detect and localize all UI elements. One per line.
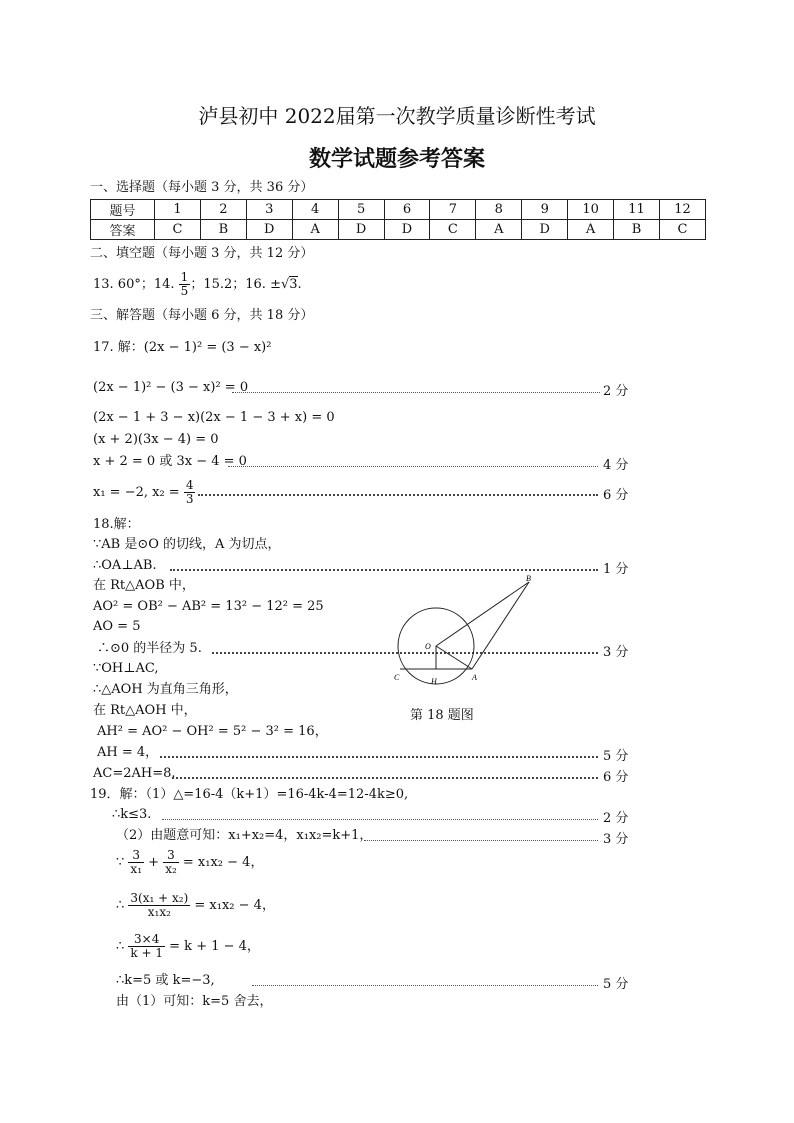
q17-line4: (x + 2)(3x − 4) = 0 — [93, 432, 219, 447]
score-label: 1 分 — [603, 562, 629, 577]
q18-line5: AO² = OB² − AB² = 13² − 12² = 25 — [93, 599, 324, 614]
fraction-denominator: k + 1 — [130, 946, 164, 960]
table-cell: 10 — [568, 200, 614, 220]
label-h: H — [431, 677, 437, 686]
sqrt-sign: √ — [280, 277, 290, 292]
fraction-numerator: 3 — [128, 849, 144, 863]
q18-line12: AH = 4， — [97, 745, 159, 760]
fraction-numerator: 4 — [185, 478, 194, 492]
exam-title: 泸县初中 2022届第一次教学质量诊断性考试 — [198, 104, 596, 128]
table-cell: 6 — [384, 200, 430, 220]
q18-line1: 18.解： — [93, 517, 140, 532]
fraction-numerator: 1 — [180, 270, 189, 284]
table-cell: 11 — [614, 200, 660, 220]
fill-in-prefix: 13. 60°；14. — [93, 277, 175, 292]
therefore-symbol: ∴ — [116, 939, 125, 954]
table-cell: 1 — [155, 200, 201, 220]
fraction-denominator: x₂ — [165, 862, 177, 876]
q19-line6 — [116, 932, 260, 962]
fraction — [128, 892, 190, 919]
dot-leader — [170, 569, 598, 571]
score-label: 5 分 — [603, 749, 629, 764]
fraction — [179, 271, 191, 298]
table-cell: D — [384, 220, 430, 240]
dot-leader — [228, 466, 598, 467]
score-label: 3 分 — [603, 645, 629, 660]
section1-heading: 一、选择题（每小题 3 分，共 36 分） — [90, 180, 314, 195]
q17-line3: (2x − 1 + 3 − x)(2x − 1 − 3 + x) = 0 — [93, 410, 335, 425]
table-cell: D — [522, 220, 568, 240]
q17-roots: x₁ = −2, x₂ = — [93, 485, 180, 500]
equation-rhs: = x₁x₂ − 4， — [182, 855, 264, 870]
fraction-numerator: 3 — [163, 849, 179, 863]
table-cell: 12 — [659, 200, 705, 220]
fraction — [128, 849, 144, 876]
q17-line6 — [93, 478, 195, 508]
q18-line13: AC=2AH=8. — [93, 766, 176, 781]
score-label: 5 分 — [603, 977, 629, 992]
dot-leader — [232, 392, 600, 393]
table-row — [91, 200, 706, 220]
table-cell: C — [430, 220, 476, 240]
label-a: A — [472, 673, 477, 682]
table-cell: 8 — [476, 200, 522, 220]
answer-key-title: 数学试题参考答案 — [308, 146, 485, 172]
score-label: 6 分 — [603, 770, 629, 785]
table-row-label: 题号 — [91, 200, 155, 220]
q19-line8: 由（1）可知：k=5 舍去， — [116, 994, 273, 1009]
score-label: 2 分 — [603, 811, 629, 826]
segment-oa — [436, 646, 472, 669]
sqrt-radicand: 3 — [289, 277, 298, 292]
label-c: C — [394, 673, 400, 682]
table-cell: A — [292, 220, 338, 240]
table-cell: B — [614, 220, 660, 240]
table-row — [91, 220, 706, 240]
fraction-numerator: 3(x₁ + x₂) — [130, 891, 189, 905]
table-cell: 3 — [246, 200, 292, 220]
q18-line6: AO = 5 — [93, 619, 141, 634]
q18-line11: AH² = AO² − OH² = 5² − 3² = 16， — [97, 724, 328, 739]
table-cell: A — [568, 220, 614, 240]
dot-leader — [198, 494, 598, 496]
q17-line1: 17. 解：(2x − 1)² = (3 − x)² — [93, 340, 272, 355]
label-o: O — [425, 642, 431, 651]
fraction-numerator: 3×4 — [128, 933, 165, 947]
score-label: 2 分 — [603, 384, 629, 399]
therefore-symbol: ∴ — [116, 898, 125, 913]
tangent-ab — [472, 582, 529, 669]
table-cell: A — [476, 220, 522, 240]
q19-line1: 19．解：（1）△=16-4（k+1）=16-4k-4=12-4k≥0, — [90, 787, 409, 802]
because-symbol: ∵ — [116, 855, 125, 870]
score-label: 4 分 — [603, 458, 629, 473]
dot-leader — [160, 756, 598, 758]
q19-line5 — [116, 891, 275, 921]
plus-sign: + — [148, 855, 160, 870]
segment-ob — [436, 582, 529, 646]
figure-caption: 第 18 题图 — [410, 708, 474, 723]
q18-line8: ∵OH⊥AC, — [93, 661, 159, 676]
q18-line4: 在 Rt△AOB 中， — [93, 578, 195, 593]
table-cell: D — [338, 220, 384, 240]
dot-leader — [364, 840, 598, 841]
fraction — [163, 849, 179, 876]
table-cell: D — [246, 220, 292, 240]
table-cell: C — [155, 220, 201, 240]
fraction — [128, 933, 165, 960]
table-cell: C — [659, 220, 705, 240]
q18-line9: ∴△AOH 为直角三角形， — [93, 682, 238, 697]
dot-leader — [252, 985, 598, 986]
table-cell: 4 — [292, 200, 338, 220]
table-cell: 2 — [200, 200, 246, 220]
score-label: 6 分 — [603, 488, 629, 503]
section3-heading: 三、解答题（每小题 6 分，共 18 分） — [90, 308, 314, 323]
fraction-denominator: 3 — [185, 492, 194, 506]
equation-rhs: = k + 1 − 4， — [169, 939, 260, 954]
q17-line2: (2x − 1)² − (3 − x)² = 0 — [93, 380, 249, 395]
table-cell: 7 — [430, 200, 476, 220]
equation-rhs: = x₁x₂ − 4， — [194, 898, 275, 913]
fill-in-middle: ；15.2；16. ± — [190, 277, 281, 292]
q17-line5: x + 2 = 0 或 3x − 4 = 0 — [93, 454, 247, 469]
q19-line7: ∴k=5 或 k=−3, — [116, 973, 215, 988]
q18-line7: ∴⊙0 的半径为 5. — [97, 641, 202, 656]
q19-line2: ∴k≤3. — [112, 807, 152, 822]
fill-in-suffix: . — [297, 277, 302, 292]
q19-line3: （2）由题意可知：x₁+x₂=4，x₁x₂=k+1， — [116, 828, 373, 843]
q18-line2: ∵AB 是⊙O 的切线，A 为切点， — [93, 537, 281, 552]
table-row-label: 答案 — [91, 220, 155, 240]
fill-in-answers — [93, 270, 302, 300]
dot-leader — [162, 819, 598, 820]
fraction-denominator: 5 — [180, 284, 189, 298]
section2-heading: 二、填空题（每小题 3 分，共 12 分） — [90, 246, 314, 261]
label-b: B — [526, 574, 531, 583]
table-cell: 9 — [522, 200, 568, 220]
q19-line4 — [116, 848, 263, 878]
table-cell: B — [200, 220, 246, 240]
table-cell: 5 — [338, 200, 384, 220]
fraction-denominator: x₁ — [130, 862, 142, 876]
answer-table — [90, 199, 706, 240]
fraction — [184, 479, 196, 506]
score-label: 3 分 — [603, 832, 629, 847]
q18-line10: 在 Rt△AOH 中， — [93, 703, 197, 718]
q18-line3: ∴OA⊥AB. — [93, 558, 157, 573]
fraction-denominator: x₁x₂ — [147, 905, 171, 919]
dot-leader — [172, 777, 598, 779]
